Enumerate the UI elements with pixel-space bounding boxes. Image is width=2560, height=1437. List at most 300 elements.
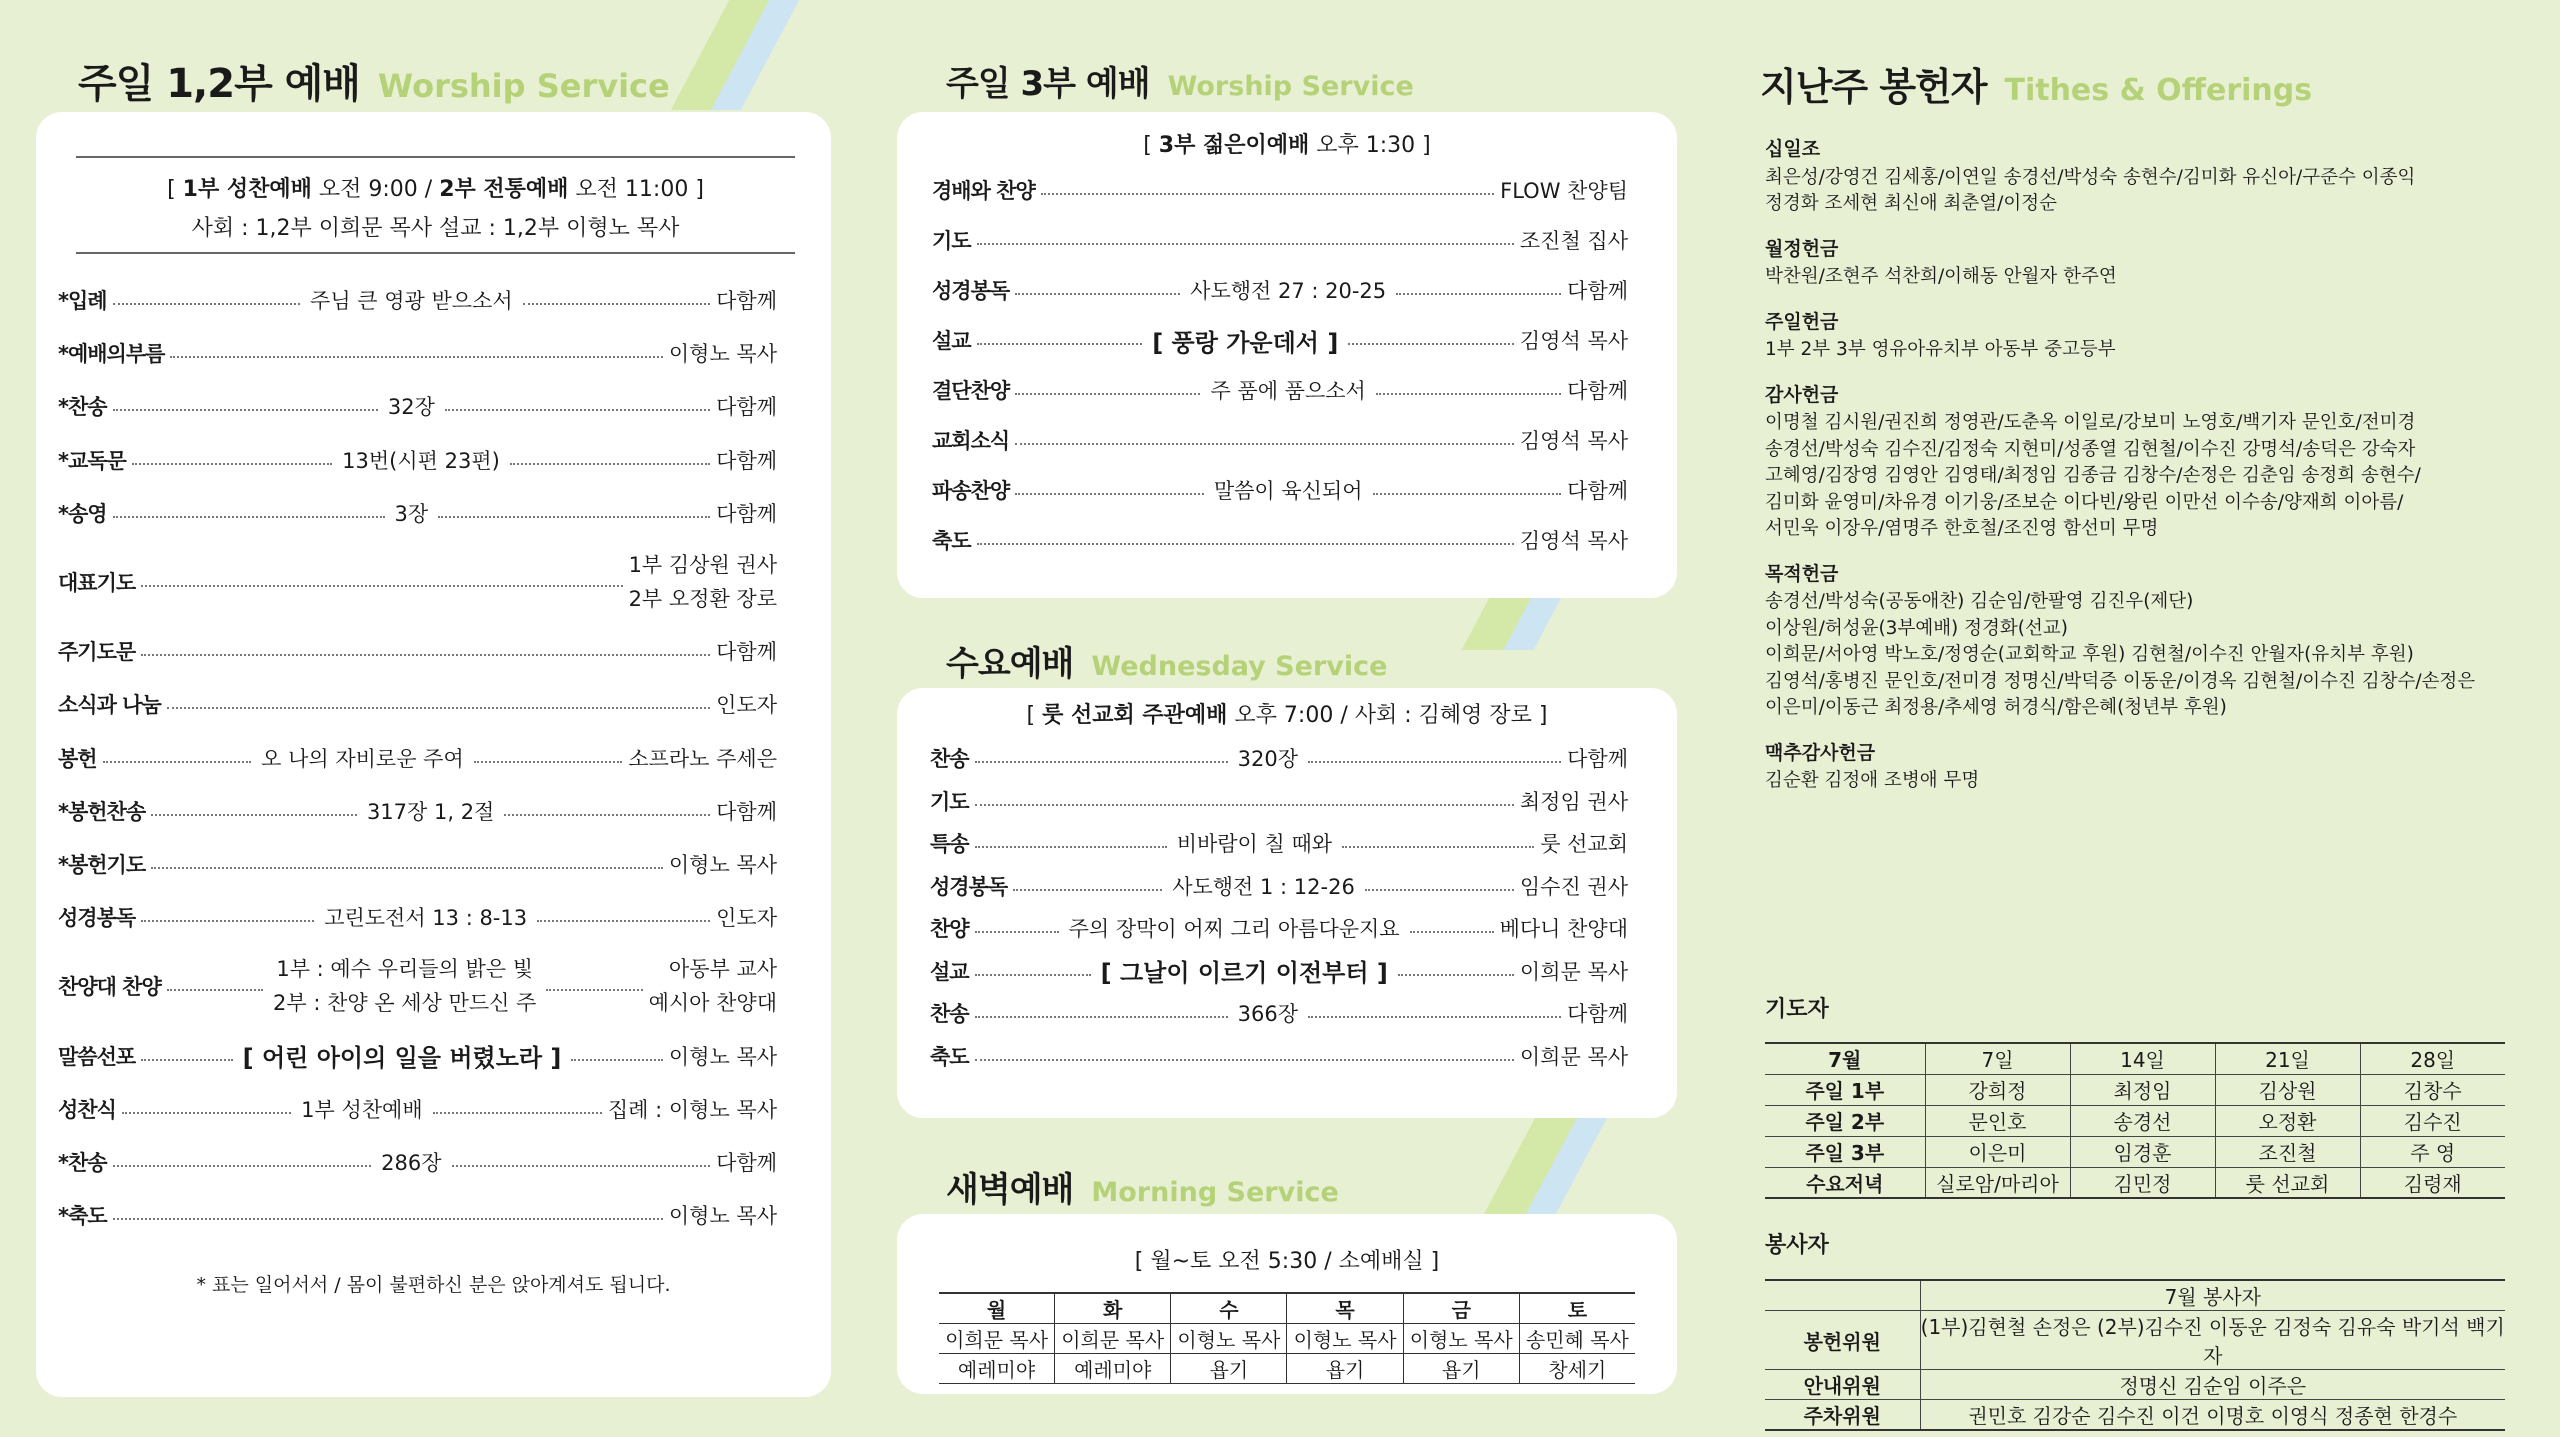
- leader-dots: [141, 1059, 233, 1061]
- order-row: [930, 953, 1628, 989]
- order-label: 결단찬양: [932, 379, 1010, 403]
- day-leader: 이형노 목사: [1171, 1324, 1287, 1354]
- order-row: [58, 1197, 777, 1233]
- order-row: [932, 472, 1628, 508]
- order-leader: 다함께: [716, 799, 777, 824]
- service1-time: 오전 9:00 /: [311, 177, 440, 202]
- offering-group-title: 목적헌금: [1765, 562, 1839, 585]
- order-content: 주의 장막이 어찌 그리 아름다운지요: [1068, 917, 1400, 941]
- order-row: [932, 422, 1628, 458]
- leader-dots: [113, 1218, 663, 1220]
- volunteer-role: 안내위원: [1765, 1370, 1920, 1400]
- order-row: [58, 1038, 777, 1074]
- volunteer-row: [1765, 1370, 2505, 1400]
- order-leader: 다함께: [1567, 1002, 1628, 1026]
- leader-dots: [132, 463, 332, 465]
- order-leader: FLOW 찬양팀: [1500, 179, 1628, 203]
- day-book: 욥기: [1171, 1354, 1287, 1384]
- order-row: [932, 222, 1628, 258]
- offering-names: 서민욱 이장우/염명주 한호철/조진영 함선미 무명: [1765, 518, 2159, 539]
- order-leader: 조진철 집사: [1519, 229, 1628, 253]
- leader-dots: [438, 516, 710, 518]
- day-book: 창세기: [1519, 1354, 1635, 1384]
- volunteer-names: (1부)김현철 손정은 (2부)김수진 이동운 김정숙 김유숙 박기석 백기자: [1920, 1311, 2505, 1370]
- order-leader: 다함께: [1567, 279, 1629, 303]
- prayer-title: 기도자: [1765, 997, 1829, 1022]
- title-ko: 새벽예배: [946, 1170, 1074, 1210]
- order-content: 주님 큰 영광 받으소서: [310, 289, 513, 313]
- leader-dots: [975, 804, 1514, 806]
- leader-dots: [1041, 193, 1494, 195]
- leader-dots: [141, 654, 710, 656]
- prayer-service: 주일 2부: [1765, 1105, 1925, 1136]
- title-en: Wednesday Service: [1091, 651, 1388, 682]
- order-content-line: 2부 : 찬양 온 세상 만드신 주: [273, 991, 537, 1016]
- leader-dots: [975, 1016, 1228, 1018]
- order-label: 축도: [932, 529, 971, 553]
- order-label: 소식과 나눔: [58, 693, 161, 718]
- day-leader: 이형노 목사: [1287, 1324, 1403, 1354]
- order-label: 주기도문: [58, 640, 136, 665]
- order-label: 찬송: [930, 1002, 969, 1026]
- order-label: *찬송: [58, 1151, 107, 1175]
- leader-dots: [1013, 889, 1162, 891]
- order-leader: 이형노 목사: [668, 342, 777, 367]
- order-label: *입례: [58, 289, 107, 313]
- order-label: *교독문: [58, 448, 126, 473]
- leader-dots: [1365, 889, 1514, 891]
- volunteer-names: 권민호 김강순 김수진 이건 이명호 이영식 정종현 한경수: [1920, 1400, 2505, 1431]
- leader-dots: [1015, 293, 1180, 295]
- order-row: [930, 1038, 1628, 1074]
- leader-dots: [141, 585, 622, 587]
- volunteer-names: 정명신 김순임 이주은: [1920, 1370, 2505, 1400]
- leader-dots: [977, 343, 1143, 345]
- order-leader-line: 1부 김상원 권사: [628, 553, 777, 577]
- order-row: [930, 825, 1628, 861]
- offering-group: [1765, 382, 2525, 543]
- leader-dots: [167, 707, 710, 709]
- leader-dots: [1396, 293, 1561, 295]
- order-content-line: 1부 : 예수 우리들의 밝은 빛: [276, 957, 534, 982]
- order-leader: 다함께: [716, 448, 778, 473]
- order-leader: 다함께: [1567, 479, 1629, 503]
- prayer-header-cell: 21일: [2215, 1043, 2360, 1074]
- prayer-row: [1765, 1136, 2505, 1167]
- leader-dots: [1015, 393, 1200, 395]
- volunteer-row: [1765, 1400, 2505, 1431]
- order-label: 대표기도: [58, 571, 136, 595]
- order-label: 성경봉독: [930, 874, 1008, 899]
- title-en: Worship Service: [1167, 71, 1414, 102]
- card-worship3: [897, 112, 1677, 598]
- order-label: 성찬식: [58, 1097, 116, 1122]
- order-leader: 다함께: [1567, 379, 1628, 403]
- prayer-person: 김령재: [2360, 1167, 2505, 1198]
- order-leader: 베다니 찬양대: [1499, 917, 1629, 941]
- order-leader: 다함께: [716, 640, 777, 665]
- order-row: [58, 282, 777, 318]
- prayer-table: [1765, 1042, 2505, 1199]
- offering-group: [1765, 740, 2525, 795]
- offering-names: 1부 2부 3부 영유아유치부 아동부 중고등부: [1765, 339, 2116, 360]
- bracket: [: [1026, 703, 1043, 728]
- leader-dots: [167, 989, 263, 991]
- service-time: [897, 698, 1677, 729]
- prayer-person: 주 영: [2360, 1136, 2505, 1167]
- offering-names: 이상원/허성윤(3부예배) 정경화(선교): [1765, 617, 2068, 639]
- offerings-list: [1765, 136, 2525, 813]
- prayer-row: [1765, 1074, 2505, 1105]
- order-content: 사도행전 1 : 12-26: [1172, 874, 1355, 899]
- volunteers-table: [1765, 1279, 2505, 1431]
- prayer-header-cell: 7월: [1765, 1043, 1925, 1074]
- order-label: 찬양대 찬양: [58, 975, 161, 1000]
- title-en: Tithes & Offerings: [2004, 73, 2313, 108]
- section-title-offerings: [1760, 56, 2312, 111]
- order-row: [58, 846, 777, 882]
- order-row: [930, 910, 1628, 946]
- title-en: Worship Service: [377, 67, 670, 105]
- order-label: *축도: [58, 1204, 107, 1229]
- day-header: 금: [1403, 1293, 1519, 1324]
- order-row: [932, 522, 1628, 558]
- order-row: [932, 272, 1628, 308]
- leader-dots: [1410, 931, 1494, 933]
- service-times: [76, 172, 795, 242]
- offering-group-title: 십일조: [1765, 138, 1821, 160]
- offering-group-title: 맥추감사헌금: [1765, 741, 1876, 764]
- prayer-service: 주일 3부: [1765, 1136, 1925, 1167]
- day-book: 욥기: [1287, 1354, 1403, 1384]
- leader-dots: [151, 814, 357, 816]
- service-time-text: 오후 7:00 / 사회 : 김혜영 장로 ]: [1227, 703, 1548, 728]
- card-wednesday: [897, 688, 1677, 1118]
- order-label: 파송찬양: [932, 479, 1010, 503]
- morning-schedule-table: [939, 1292, 1635, 1384]
- day-book: 예레미야: [939, 1354, 1055, 1384]
- order-label: 봉헌: [58, 746, 97, 771]
- order-label: *봉헌찬송: [58, 799, 146, 824]
- order-row: [930, 783, 1628, 819]
- offering-group: [1765, 309, 2525, 364]
- day-header: 화: [1055, 1293, 1171, 1324]
- service-name: 3부 젊은이예배: [1158, 133, 1310, 158]
- sermon-title: [ 어린 아이의 일을 버렸노라 ]: [242, 1044, 562, 1073]
- order-row: [58, 335, 777, 371]
- order-label: 기도: [932, 229, 971, 253]
- leader-dots: [151, 867, 663, 869]
- order-content: 주 품에 품으소서: [1210, 379, 1366, 403]
- divider: [76, 156, 795, 158]
- order-label: 경배와 찬양: [932, 179, 1035, 203]
- order-leader: 다함께: [1567, 747, 1628, 771]
- order-row: [58, 633, 777, 669]
- prayer-header-row: [1765, 1043, 2505, 1074]
- prayer-person: 김수진: [2360, 1105, 2505, 1136]
- order-label: *찬송: [58, 395, 107, 420]
- order-leader: 이희문 목사: [1519, 959, 1629, 984]
- order-leader: 다함께: [716, 501, 778, 526]
- service-time-text: 오후 1:30 ]: [1309, 133, 1431, 158]
- section-title-wednesday: [946, 636, 1387, 685]
- service2-name: 2부 전통예배: [439, 177, 569, 202]
- order-row: [58, 442, 777, 478]
- section-title-worship3: [946, 56, 1414, 105]
- footnote: * 표는 일어서서 / 몸이 불편하신 분은 앉아계셔도 됩니다.: [196, 1274, 671, 1296]
- section-title-worship12: [78, 52, 670, 109]
- order-row: [58, 899, 777, 935]
- order-leader: 이형노 목사: [668, 853, 777, 877]
- prayer-service: 주일 1부: [1765, 1074, 1925, 1105]
- order-content: 오 나의 자비로운 주여: [261, 746, 464, 771]
- offering-group-title: 월정헌금: [1765, 237, 1839, 260]
- order-label: 축도: [930, 1044, 969, 1069]
- order-label: 찬양: [930, 917, 969, 941]
- leader-dots: [1376, 393, 1561, 395]
- leader-dots: [546, 989, 642, 991]
- order-row: [58, 388, 777, 424]
- leader-dots: [103, 761, 252, 763]
- divider: [76, 252, 795, 254]
- volunteer-header-cell: 7월 봉사자: [1920, 1280, 2505, 1311]
- offering-names: 정경화 조세현 최신애 최춘열/이정순: [1765, 193, 2057, 214]
- offering-names: 이희문/서아영 박노호/정영순(교회학교 후원) 김현철/이수진 안월자(유치부 후원): [1765, 644, 2414, 665]
- day-header: 수: [1171, 1293, 1287, 1324]
- order-label: *봉헌기도: [58, 853, 146, 877]
- card-morning: [897, 1214, 1677, 1394]
- order-row: [58, 1091, 777, 1127]
- day-header: 토: [1519, 1293, 1635, 1324]
- order-row: [930, 740, 1628, 776]
- order-content: 고린도전서 13 : 8-13: [324, 906, 528, 931]
- offering-names: 이명철 김시원/권진희 정영관/도춘옥 이일로/강보미 노영호/백기자 문인호/전미경: [1765, 412, 2416, 433]
- prayer-person: 조진철: [2215, 1136, 2360, 1167]
- prayer-person: 강희정: [1925, 1074, 2070, 1105]
- volunteer-row: [1765, 1311, 2505, 1370]
- day-leader: 이형노 목사: [1403, 1324, 1519, 1354]
- order-row: [932, 322, 1628, 358]
- order-content: 317장 1, 2절: [366, 799, 495, 824]
- offering-group: [1765, 136, 2525, 218]
- order-row: [932, 172, 1628, 208]
- service2-time: 오전 11:00 ]: [568, 177, 704, 202]
- day-book: 예레미야: [1055, 1354, 1171, 1384]
- title-ko: 지난주 봉헌자: [1760, 65, 1987, 109]
- order-content: 말씀이 육신되어: [1213, 479, 1363, 503]
- order-label: 특송: [930, 832, 969, 856]
- leader-dots: [1398, 974, 1514, 976]
- order-row: [58, 952, 777, 1020]
- offering-group: [1765, 561, 2525, 722]
- order-leader: 소프라노 주세은: [628, 746, 777, 771]
- offering-names: 김영석/홍병진 문인호/전미경 정명신/박덕증 이동운/이경옥 김현철/이수진 김창수/손정은: [1765, 670, 2476, 692]
- prayer-person: 이은미: [1925, 1136, 2070, 1167]
- order-leader: 다함께: [716, 289, 777, 313]
- order-content: 비바람이 칠 때와: [1176, 832, 1333, 856]
- order-content: 32장: [387, 395, 435, 420]
- leader-dots: [113, 409, 378, 411]
- order-leader: 김영석 목사: [1519, 529, 1628, 553]
- prayer-person: 룻 선교회: [2215, 1167, 2360, 1198]
- order-leader-line: 2부 오정환 장로: [628, 587, 777, 611]
- leader-dots: [1015, 443, 1514, 445]
- prayer-service: 수요저녁: [1765, 1167, 1925, 1198]
- order-label: 설교: [932, 329, 971, 353]
- order-leader: 집례 : 이형노 목사: [607, 1097, 777, 1122]
- order-content: 366장: [1237, 1002, 1299, 1026]
- prayer-person: 임경훈: [2070, 1136, 2215, 1167]
- offering-names: 김미화 윤영미/차유경 이기웅/조보순 이다빈/왕린 이만선 이수송/양재희 이아름/: [1765, 491, 2404, 513]
- order-leader: [649, 952, 777, 1020]
- leader-dots: [113, 516, 385, 518]
- leader-dots: [433, 1112, 602, 1114]
- leader-dots: [1373, 493, 1562, 495]
- leader-dots: [170, 356, 662, 358]
- order-label: 설교: [930, 959, 969, 984]
- leader-dots: [1342, 846, 1534, 848]
- order-leader: 인도자: [716, 906, 777, 931]
- order-row: [58, 686, 777, 722]
- leader-dots: [975, 931, 1059, 933]
- order-label: *송영: [58, 501, 107, 526]
- volunteer-role: 주차위원: [1765, 1400, 1920, 1431]
- leader-dots: [977, 543, 1514, 545]
- prayer-person: 김창수: [2360, 1074, 2505, 1105]
- day-leader: 이희문 목사: [1055, 1324, 1171, 1354]
- leader-dots: [537, 920, 710, 922]
- order-row: [58, 548, 777, 616]
- officiants: 사회 : 1,2부 이희문 목사 설교 : 1,2부 이형노 목사: [191, 216, 680, 241]
- day-header: 월: [939, 1293, 1055, 1324]
- leader-dots: [113, 1165, 372, 1167]
- offering-names: 송경선/박성숙 김수진/김정숙 지현미/성종열 김현철/이수진 강명석/송덕은 강숙자: [1765, 438, 2416, 460]
- order-label: 교회소식: [932, 429, 1010, 453]
- card-worship12: [36, 112, 831, 1397]
- order-content: 286장: [381, 1151, 442, 1175]
- offering-names: 최은성/강영건 김세홍/이연일 송경선/박성숙 송현수/김미화 유신아/구준수 이종익: [1765, 166, 2416, 188]
- order-row: [58, 1144, 777, 1180]
- day-book: 욥기: [1403, 1354, 1519, 1384]
- prayer-person: 송경선: [2070, 1105, 2215, 1136]
- leader-dots: [1308, 1016, 1561, 1018]
- section-title-morning: [946, 1162, 1339, 1211]
- offering-group: [1765, 236, 2525, 291]
- order-label: 성경봉독: [58, 906, 136, 931]
- order-leader: 인도자: [716, 693, 777, 718]
- leader-dots: [975, 846, 1167, 848]
- bracket: [: [1143, 133, 1159, 158]
- worship12-order: [58, 282, 777, 1362]
- order-leader: 이형노 목사: [668, 1044, 778, 1069]
- sermon-title: [ 풍랑 가운데서 ]: [1152, 328, 1339, 357]
- day-leader: 송민혜 목사: [1519, 1324, 1635, 1354]
- order-row: [932, 372, 1628, 408]
- order-leader: 김영석 목사: [1519, 429, 1628, 453]
- prayer-row: [1765, 1167, 2505, 1198]
- leader-dots: [571, 1059, 663, 1061]
- order-leader: 다함께: [716, 395, 777, 420]
- order-content: [269, 952, 540, 1020]
- prayer-header-cell: 28일: [2360, 1043, 2505, 1074]
- prayer-header-cell: 7일: [1925, 1043, 2070, 1074]
- service-time: [897, 128, 1677, 159]
- order-label: 말씀선포: [58, 1044, 136, 1069]
- prayer-person: 오정환: [2215, 1105, 2360, 1136]
- order-label: 기도: [930, 789, 969, 814]
- offering-group-title: 감사헌금: [1765, 383, 1839, 406]
- prayer-person: 최정임: [2070, 1074, 2215, 1105]
- service-name: 룻 선교회 주관예배: [1042, 703, 1228, 728]
- leader-dots: [975, 974, 1091, 976]
- leader-dots: [474, 761, 623, 763]
- title-en: Morning Service: [1091, 1177, 1339, 1208]
- offering-names: 고혜영/김장영 김영안 김영태/최정임 김종금 김창수/손정은 김춘임 송정희 송현수/: [1765, 465, 2421, 486]
- leader-dots: [1015, 493, 1204, 495]
- order-label: *예배의부름: [58, 342, 165, 367]
- volunteer-header-blank: [1765, 1280, 1920, 1311]
- order-leader: 룻 선교회: [1540, 832, 1629, 856]
- prayer-person: 김상원: [2215, 1074, 2360, 1105]
- leader-dots: [977, 243, 1514, 245]
- order-label: 성경봉독: [932, 279, 1010, 303]
- leader-dots: [1308, 761, 1561, 763]
- leader-dots: [445, 409, 710, 411]
- leader-dots: [523, 303, 710, 305]
- leader-dots: [975, 1059, 1514, 1061]
- order-content: 13번(시편 23편): [342, 448, 500, 473]
- day-header: 목: [1287, 1293, 1403, 1324]
- order-row: [58, 740, 777, 776]
- order-content: 320장: [1237, 747, 1299, 771]
- order-label: 찬송: [930, 747, 969, 771]
- title-ko: 주일 3부 예배: [946, 64, 1150, 104]
- leader-dots: [504, 814, 710, 816]
- leader-dots: [975, 761, 1228, 763]
- order-leader: 임수진 권사: [1519, 874, 1628, 899]
- volunteers-title: 봉사자: [1765, 1233, 1829, 1258]
- order-leader-line: 예시아 찬양대: [648, 991, 778, 1016]
- order-row: [58, 793, 777, 829]
- order-leader: 이희문 목사: [1519, 1044, 1628, 1069]
- offering-names: 박찬원/조현주 석찬희/이해동 안월자 한주연: [1765, 266, 2117, 287]
- order-leader: 이형노 목사: [668, 1204, 777, 1229]
- order-row: [930, 995, 1628, 1031]
- service-time: [ 월~토 오전 5:30 / 소예배실 ]: [1134, 1249, 1440, 1274]
- offering-names: 김순환 김정애 조병애 무명: [1765, 770, 1980, 791]
- leader-dots: [141, 920, 314, 922]
- order-leader: 다함께: [716, 1151, 778, 1175]
- volunteer-role: 봉헌위원: [1765, 1311, 1920, 1370]
- leader-dots: [113, 303, 300, 305]
- prayer-header-cell: 14일: [2070, 1043, 2215, 1074]
- leader-dots: [1348, 343, 1514, 345]
- bracket: [: [167, 177, 183, 202]
- leader-dots: [510, 463, 710, 465]
- offering-names: 이은미/이동근 최정용/추세영 허경식/함은혜(청년부 후원): [1765, 697, 2227, 718]
- order-row: [930, 868, 1628, 904]
- order-content: 3장: [394, 501, 429, 526]
- order-content: 1부 성찬예배: [301, 1097, 423, 1122]
- volunteer-header-row: [1765, 1280, 2505, 1311]
- leader-dots: [452, 1165, 711, 1167]
- order-row: [58, 495, 777, 531]
- offering-names: 송경선/박성숙(공동애찬) 김순임/한팔영 김진우(제단): [1765, 591, 2194, 612]
- prayer-person: 김민정: [2070, 1167, 2215, 1198]
- leader-dots: [122, 1112, 291, 1114]
- prayer-person: 실로암/마리아: [1925, 1167, 2070, 1198]
- day-leader: 이희문 목사: [939, 1324, 1055, 1354]
